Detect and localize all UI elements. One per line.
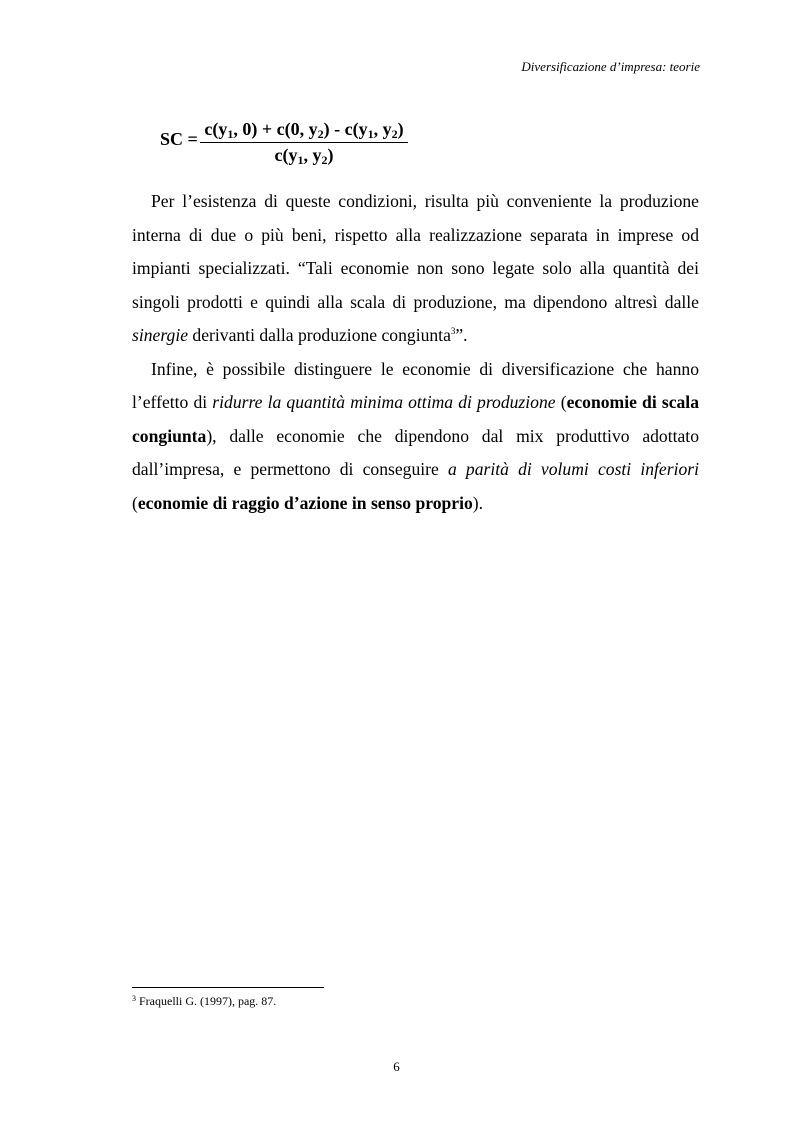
footnote-divider [132,987,324,988]
formula-numerator: $c(y_1$, 0) + c(0, $y_2) - c(y_1$, $y_2$) [204,119,404,141]
formula-lhs: SC = [160,129,198,149]
body-text [132,185,699,520]
formula-fraction [200,118,408,166]
formula-denominator: $c(y_1$, $y_2$) [274,145,334,167]
page-number: 6 [393,1059,400,1074]
paragraph-1: Per l’esistenza di queste condizioni, risulta più conveniente la produzione interna di due o più beni, rispetto alla realizzazione separata in imprese od impianti specializzati. “Tali economie non sono legate solo alla quantità dei singoli prodotti e quindi alla scala di produzione, ma dipendono altresì dalle sinergie derivanti dalla produzione congiunta$^3$”. [132,191,699,345]
footnote: $^3$ Fraquelli G. (1997), pag. 87. [132,994,277,1008]
running-header: Diversificazione d’impresa: teorie [521,59,700,74]
fraction-bar [200,142,408,143]
paragraph-2: Infine, è possibile distinguere le economie di diversificazione che hanno l’effetto di ridurre la quantità minima ottima di produzione (economie di scala congiunta), dalle economie che dipendono dal mix produttivo adottato dall’impresa, e permettono di conseguire a parità di volumi costi inferiori (economie di raggio d’azione in senso proprio). [132,358,699,513]
footnote-reference: 3 [450,326,456,336]
